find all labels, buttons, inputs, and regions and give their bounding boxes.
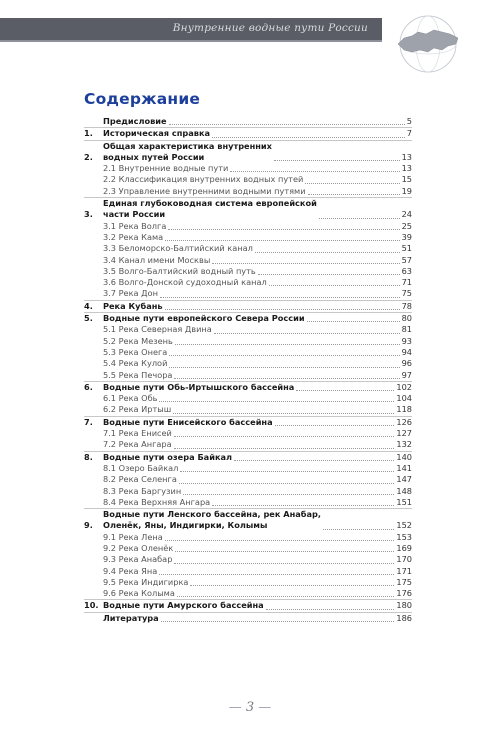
toc-section-row [84, 347, 412, 358]
toc-page-number: 63 [401, 265, 412, 276]
toc-section-row [84, 393, 412, 404]
page-number-value: 3 [245, 700, 255, 715]
dot-leader [212, 498, 394, 506]
toc-page-number: 151 [396, 496, 412, 507]
dot-leader [190, 578, 394, 586]
toc-section-row [84, 174, 412, 185]
toc-number: 3. [84, 209, 93, 220]
toc-section-row [84, 163, 412, 174]
dot-leader [177, 589, 394, 597]
toc-section-row [84, 358, 412, 369]
dot-leader [165, 533, 395, 541]
toc-label: Водные пути Обь-Иртышского бассейна [103, 381, 295, 392]
toc-page-number: 141 [396, 462, 412, 473]
toc-label: 8.3 Река Баргузин [103, 485, 182, 496]
dot-leader [174, 441, 395, 449]
toc-page-number: 175 [396, 576, 412, 587]
toc-chapter-row [84, 140, 412, 164]
toc-chapter-row [84, 312, 412, 324]
toc-section-row [84, 186, 412, 197]
toc-page-number: 170 [396, 554, 412, 565]
header-bar [0, 18, 382, 40]
dot-leader [258, 267, 400, 275]
toc-section-row [84, 588, 412, 599]
toc-number: 7. [84, 416, 93, 427]
toc-section-row [84, 404, 412, 415]
toc-label: Единая глубоководная система европейской части России [103, 198, 317, 220]
toc-label: 3.6 Волго-Донской судоходный канал [103, 277, 267, 288]
toc-label: Общая характеристика внутренних водных путей России [103, 140, 272, 162]
contents-heading: Содержание [84, 90, 201, 108]
toc-section-row [84, 543, 412, 554]
toc-page-number: 186 [396, 612, 412, 623]
toc-page-number: 13 [401, 151, 412, 162]
toc-label: 6.2 Река Иртыш [103, 404, 172, 415]
toc-number: 4. [84, 300, 93, 311]
toc-section-row [84, 336, 412, 347]
dot-leader [159, 567, 394, 575]
toc-page-number: 39 [401, 231, 412, 242]
toc-page-number: 153 [396, 531, 412, 542]
page-number: — 3 — [228, 700, 272, 715]
toc-chapter-row [84, 612, 412, 624]
toc-page-number: 75 [401, 288, 412, 299]
running-header [0, 18, 500, 48]
toc-section-row [84, 255, 412, 266]
toc-label: 8.1 Озеро Байкал [103, 462, 179, 473]
toc-page-number: 71 [401, 277, 412, 288]
dot-leader [174, 429, 394, 437]
toc-label: Предисловие [103, 116, 167, 126]
toc-section-row [84, 474, 412, 485]
toc-section-row [84, 232, 412, 243]
toc-label: 9.3 Река Анабар [103, 554, 173, 565]
toc-page-number: 15 [401, 174, 412, 185]
toc-section-row [84, 566, 412, 577]
toc-section-row [84, 243, 412, 254]
toc-chapter-row [84, 451, 412, 463]
toc-chapter-row [84, 197, 412, 221]
dot-leader [308, 187, 400, 195]
toc-label: 6.1 Река Обь [103, 393, 158, 404]
toc-page-number: 94 [401, 346, 412, 357]
dot-leader [175, 544, 394, 552]
dot-leader [173, 406, 394, 414]
toc-section-row [84, 532, 412, 543]
toc-page-number: 140 [396, 451, 412, 462]
toc-label: 3.4 Канал имени Москвы [103, 254, 211, 265]
toc-number: 10. [84, 600, 99, 611]
toc-page-number: 81 [401, 324, 412, 335]
dot-leader [230, 164, 399, 172]
dot-leader [275, 418, 395, 426]
toc-page-number: 169 [396, 542, 412, 553]
toc-label: 7.2 Река Ангара [103, 439, 172, 450]
toc-label: 9.2 Река Оленёк [103, 542, 174, 553]
toc-label: Река Кубань [103, 300, 163, 311]
toc-chapter-row [84, 300, 412, 312]
russia-map-globe-icon [388, 14, 468, 74]
dot-leader [169, 348, 399, 356]
toc-label: 9.6 Река Колыма [103, 588, 175, 599]
dot-leader [183, 487, 394, 495]
toc-chapter-row [84, 416, 412, 428]
dot-leader [269, 278, 400, 286]
toc-label: 3.3 Беломорско-Балтийский канал [103, 243, 253, 254]
dot-leader [159, 394, 394, 402]
toc-label: 5.2 Река Мезень [103, 335, 173, 346]
toc-page-number: 118 [396, 404, 412, 415]
toc-section-row [84, 463, 412, 474]
toc-label: 7.1 Река Енисей [103, 428, 172, 439]
dot-leader [305, 176, 399, 184]
dot-leader [234, 453, 394, 461]
toc-section-row [84, 428, 412, 439]
toc-label: 3.7 Река Дон [103, 288, 158, 299]
toc-page-number: 132 [396, 439, 412, 450]
toc-label: 5.1 Река Северная Двина [103, 324, 212, 335]
toc-page-number: 13 [401, 163, 412, 174]
toc-label: Литература [103, 612, 159, 623]
toc-label: 8.2 Река Селенга [103, 474, 177, 485]
dot-leader [179, 476, 394, 484]
dot-leader [214, 326, 400, 334]
toc-page-number: 93 [401, 335, 412, 346]
toc-label: 9.4 Река Яна [103, 565, 158, 576]
toc-label: 3.1 Река Волга [103, 220, 167, 231]
toc-number: 5. [84, 313, 93, 324]
toc-label: Водные пути Енисейского бассейна [103, 416, 273, 427]
dot-leader [307, 314, 400, 322]
toc-page-number: 5 [406, 116, 412, 126]
toc-label: 2.3 Управление внутренними водными путями [103, 185, 306, 196]
toc-page-number: 7 [406, 128, 412, 139]
dot-leader [174, 556, 394, 564]
toc-label: 2.1 Внутренние водные пути [103, 163, 229, 174]
header-divider [0, 40, 382, 42]
dot-leader [165, 302, 400, 310]
toc-label: 3.2 Река Кама [103, 231, 164, 242]
toc-page-number: 147 [396, 474, 412, 485]
dot-leader [161, 614, 395, 622]
toc-page-number: 80 [401, 313, 412, 324]
table-of-contents [84, 116, 412, 624]
toc-page-number: 57 [401, 254, 412, 265]
toc-label: 8.4 Река Верхняя Ангара [103, 496, 211, 507]
toc-section-row [84, 324, 412, 335]
running-title: Внутренние водные пути России [172, 22, 368, 34]
toc-section-row [84, 497, 412, 508]
toc-page-number: 126 [396, 416, 412, 427]
toc-chapter-row [84, 127, 412, 139]
toc-section-row [84, 266, 412, 277]
toc-label: 9.5 Река Индигирка [103, 576, 189, 587]
toc-chapter-row [84, 116, 412, 127]
toc-number: 6. [84, 381, 93, 392]
toc-section-row [84, 554, 412, 565]
toc-number: 2. [84, 151, 93, 162]
toc-page-number: 97 [401, 369, 412, 380]
toc-number: 1. [84, 128, 93, 139]
toc-section-row [84, 370, 412, 381]
toc-label: Водные пути европейского Севера России [103, 313, 305, 324]
toc-section-row [84, 221, 412, 232]
toc-chapter-row [84, 508, 412, 532]
toc-page-number: 96 [401, 358, 412, 369]
dot-leader [255, 245, 400, 253]
toc-section-row [84, 577, 412, 588]
toc-page-number: 19 [401, 185, 412, 196]
toc-label: 5.5 Река Печора [103, 369, 173, 380]
toc-page-number: 51 [401, 243, 412, 254]
dot-leader [296, 383, 394, 391]
toc-page-number: 148 [396, 485, 412, 496]
dot-leader [319, 211, 400, 219]
toc-page-number: 25 [401, 220, 412, 231]
toc-page-number: 78 [401, 300, 412, 311]
toc-label: 3.5 Волго-Балтийский водный путь [103, 265, 256, 276]
dot-leader [274, 153, 400, 161]
dot-leader [165, 233, 399, 241]
toc-section-row [84, 439, 412, 450]
toc-label: 2.2 Классификация внутренних водных путей [103, 174, 304, 185]
dot-leader [323, 522, 394, 530]
dot-leader [180, 464, 394, 472]
toc-page-number: 176 [396, 588, 412, 599]
toc-label: Водные пути озера Байкал [103, 451, 233, 462]
toc-page-number: 171 [396, 565, 412, 576]
toc-label: 9.1 Река Лена [103, 531, 163, 542]
toc-label: Историческая справка [103, 128, 211, 139]
dot-leader [168, 222, 399, 230]
toc-chapter-row [84, 381, 412, 393]
dot-leader [175, 337, 400, 345]
toc-page-number: 127 [396, 428, 412, 439]
toc-page-number: 102 [396, 381, 412, 392]
toc-section-row [84, 288, 412, 299]
toc-label: 5.4 Река Кулой [103, 358, 168, 369]
dot-leader [169, 360, 399, 368]
toc-label: 5.3 Река Онега [103, 346, 168, 357]
dot-leader [160, 290, 400, 298]
toc-chapter-row [84, 599, 412, 611]
dot-leader [212, 130, 405, 138]
toc-section-row [84, 486, 412, 497]
toc-page-number: 24 [401, 209, 412, 220]
toc-number: 8. [84, 451, 93, 462]
toc-label: Водные пути Ленского бассейна, рек Анабар, Оленёк, Яны, Индигирки, Колымы [103, 509, 322, 531]
toc-page-number: 152 [396, 520, 412, 531]
dot-leader [174, 371, 399, 379]
dot-leader [169, 117, 405, 125]
toc-section-row [84, 277, 412, 288]
toc-page-number: 104 [396, 393, 412, 404]
dot-leader [266, 602, 395, 610]
toc-label: Водные пути Амурского бассейна [103, 600, 264, 611]
dot-leader [212, 256, 399, 264]
toc-number: 9. [84, 520, 93, 531]
toc-page-number: 180 [396, 600, 412, 611]
